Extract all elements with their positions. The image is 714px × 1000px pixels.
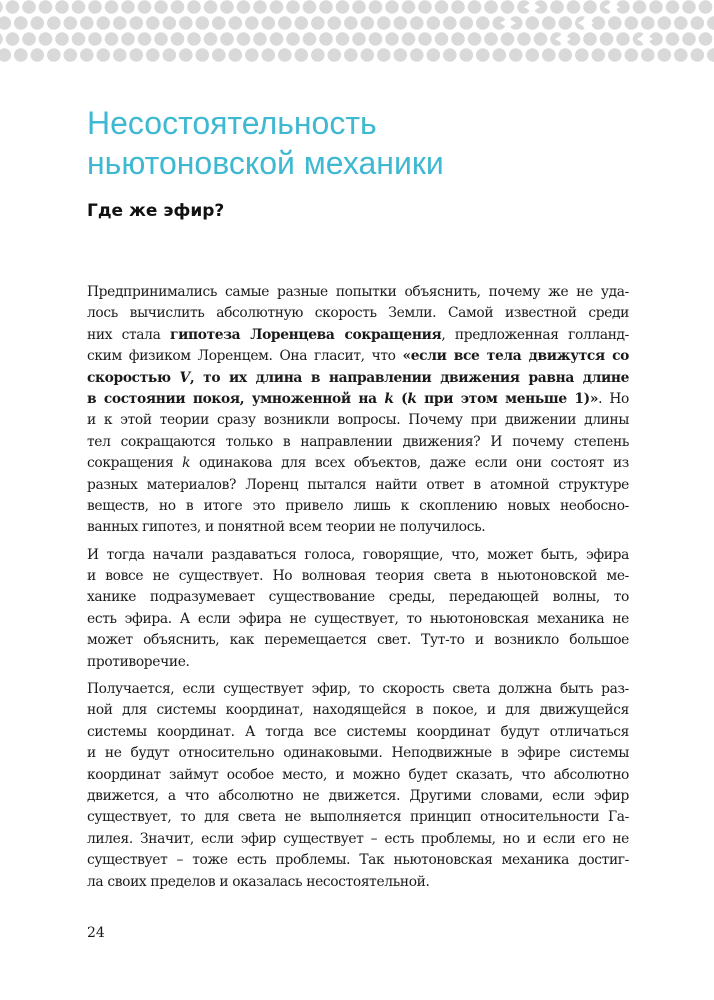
decorative-dot (583, 0, 597, 14)
text-run: ( (393, 390, 408, 407)
decorative-dot (88, 0, 102, 14)
decorative-dot (22, 32, 36, 46)
text-line (87, 587, 629, 608)
decorative-dot (476, 16, 490, 30)
decorative-dot (699, 0, 713, 14)
decorative-dot (674, 16, 688, 30)
decorative-dot (220, 32, 234, 46)
text-run: может объяснить, как перемещается свет. Тут-то и возникло большое (87, 632, 629, 649)
decorative-dot (476, 48, 490, 62)
text-run: И тогда начали раздаваться голоса, говорящие, что, может быть, эфира (87, 546, 629, 563)
text-line (87, 545, 629, 566)
decorative-dot (97, 16, 111, 30)
decorative-dot (575, 48, 589, 62)
decorative-dot (179, 16, 193, 30)
decorative-dot (377, 48, 391, 62)
decorative-dot (526, 16, 540, 30)
text-line (87, 453, 629, 474)
decorative-dot (394, 48, 408, 62)
text-run: сокращения (87, 455, 183, 472)
text-run: ханике подразумевает существование среды, передающей волны, то (87, 589, 629, 606)
decorative-dot (526, 48, 540, 62)
decorative-dot (550, 0, 564, 14)
decorative-dot (64, 48, 78, 62)
decorative-dot (501, 0, 515, 14)
decorative-dot (394, 16, 408, 30)
dot-pattern-graphic (0, 0, 714, 62)
decorative-dot (682, 0, 696, 14)
decorative-dot (608, 48, 622, 62)
decorative-dot (237, 32, 251, 46)
text-run: и не будут относительно одинаковыми. Неподвижные в эфире системы (87, 745, 629, 762)
decorative-dot (47, 16, 61, 30)
decorative-dot (138, 0, 152, 14)
decorative-dot (171, 32, 185, 46)
decorative-dot (319, 0, 333, 14)
decorative-dot (674, 48, 688, 62)
decorative-dot (146, 16, 160, 30)
decorative-dot (641, 16, 655, 30)
text-run: лилея. Значит, если эфир существует – есть проблемы, но и если его не (87, 830, 629, 847)
decorative-dot (196, 16, 210, 30)
decorative-dot (352, 0, 366, 14)
decorative-dot (253, 32, 267, 46)
text-run: k (384, 390, 394, 407)
decorative-dot (47, 48, 61, 62)
decorative-dot (600, 32, 614, 46)
decorative-dot (369, 0, 383, 14)
decorative-dot (501, 32, 515, 46)
decorative-dot (55, 0, 69, 14)
text-run: Предпринимались самые разные попытки объяснить, почему же не уда- (87, 284, 629, 300)
text-run: ванных гипотез, и понятной всем теории не получилось. (87, 519, 486, 536)
decorative-dot (130, 48, 144, 62)
decorative-dot (113, 48, 127, 62)
text-run: k (407, 390, 417, 407)
decorative-dot (187, 0, 201, 14)
decorative-dot (286, 0, 300, 14)
decorative-dot (229, 16, 243, 30)
decorative-dot (237, 0, 251, 14)
decorative-dot (410, 48, 424, 62)
decorative-dot (303, 32, 317, 46)
decorative-dot (616, 32, 630, 46)
body-text (87, 282, 629, 899)
chapter-title (87, 103, 647, 183)
decorative-dot (658, 16, 672, 30)
decorative-dot (633, 0, 647, 14)
text-line (87, 566, 629, 587)
text-line (87, 722, 629, 743)
decorative-dot (509, 48, 523, 62)
decorative-dot (121, 32, 135, 46)
text-line (87, 743, 629, 764)
text-line (87, 303, 629, 324)
text-line (87, 432, 629, 453)
decorative-dot (451, 32, 465, 46)
decorative-dot (418, 0, 432, 14)
text-line (87, 389, 629, 410)
text-line (87, 829, 629, 850)
text-run: движется, а что абсолютно не движется. Другими словами, если эфир (87, 787, 629, 804)
decorative-dot (484, 32, 498, 46)
decorative-dot (0, 32, 3, 46)
decorative-dot (385, 32, 399, 46)
decorative-dot (443, 48, 457, 62)
decorative-dot (220, 0, 234, 14)
decorative-dot (460, 48, 474, 62)
decorative-dot (295, 16, 309, 30)
decorative-dot (328, 48, 342, 62)
decorative-dot (278, 16, 292, 30)
decorative-dot (468, 0, 482, 14)
decorative-dot (187, 32, 201, 46)
text-run: при этом меньше 1)» (416, 390, 599, 407)
text-run: , предложенная голланд- (441, 326, 629, 343)
text-run: «если все тела движутся со (402, 348, 629, 365)
decorative-dot (154, 0, 168, 14)
text-run: ским физиком Лоренцем. Она гласит, что (87, 348, 403, 365)
text-run: , то их длина в направлении движения равна длине (189, 369, 630, 386)
decorative-dot (418, 32, 432, 46)
decorative-dot (699, 32, 713, 46)
decorative-dot (39, 32, 53, 46)
decorative-dot (212, 48, 226, 62)
decorative-dot (534, 32, 548, 46)
decorative-dot (179, 48, 193, 62)
decorative-dot (270, 32, 284, 46)
text-line (87, 475, 629, 496)
decorative-dot (641, 48, 655, 62)
text-run: V (179, 369, 190, 386)
chapter-title-line-2: ньютоновской механики (87, 145, 444, 181)
paragraph (87, 679, 629, 893)
decorative-dot (295, 48, 309, 62)
text-line (87, 346, 629, 367)
text-run: скоростью (87, 369, 180, 386)
decorative-dot (245, 16, 259, 30)
text-run: в состоянии покоя, умноженной на (87, 390, 385, 407)
text-line (87, 850, 629, 871)
decorative-dot (31, 16, 45, 30)
decorative-dot (171, 0, 185, 14)
decorative-dot (163, 48, 177, 62)
decorative-dot (14, 48, 28, 62)
decorative-dot (352, 32, 366, 46)
decorative-dot (468, 32, 482, 46)
decorative-dot (72, 0, 86, 14)
decorative-dot (361, 16, 375, 30)
text-line (87, 630, 629, 651)
text-line (87, 368, 629, 389)
decorative-dot (666, 32, 680, 46)
decorative-dot (583, 32, 597, 46)
header-dot-pattern (0, 0, 714, 62)
decorative-dot (567, 0, 581, 14)
decorative-dot (262, 48, 276, 62)
text-run: и к этой теории сразу возникли вопросы. Почему при движении длины (87, 412, 629, 429)
decorative-dot (559, 48, 573, 62)
decorative-dot (460, 16, 474, 30)
decorative-dot (262, 16, 276, 30)
text-run: ла своих пределов и оказалась несостоятельной. (87, 873, 430, 890)
decorative-dot (319, 32, 333, 46)
decorative-dot (253, 0, 267, 14)
text-run: противоречие. (87, 653, 190, 670)
paragraph (87, 545, 629, 673)
decorative-dot (88, 32, 102, 46)
text-run: одинакова для всех объектов, даже если они состоят из (190, 455, 629, 472)
decorative-dot (80, 48, 94, 62)
decorative-dot (435, 32, 449, 46)
decorative-dot (55, 32, 69, 46)
decorative-dot (443, 16, 457, 30)
decorative-dot (707, 48, 714, 62)
decorative-dot (542, 48, 556, 62)
decorative-dot (559, 16, 573, 30)
text-run: существует – тоже есть проблемы. Так ньютоновская механика достиг- (87, 852, 629, 869)
decorative-dot (229, 48, 243, 62)
text-run: координат займут особое место, и можно будет сказать, что абсолютно (87, 766, 629, 783)
paragraph (87, 282, 629, 539)
decorative-dot (154, 32, 168, 46)
text-run: системы координат. А тогда все системы координат будут отличаться (87, 723, 629, 740)
decorative-dot (542, 16, 556, 30)
text-run: k (182, 455, 191, 472)
decorative-dot (369, 32, 383, 46)
decorative-dot (427, 48, 441, 62)
decorative-dot (484, 0, 498, 14)
decorative-dot (64, 16, 78, 30)
text-run: есть эфира. А если эфира не существует, то ньютоновская механика не (87, 610, 629, 627)
text-run: них стала (87, 326, 171, 343)
decorative-dot (204, 32, 218, 46)
text-line (87, 765, 629, 786)
text-run: разных материалов? Лоренц пытался найти ответ в атомной структуре (87, 476, 629, 493)
text-line (87, 282, 629, 303)
decorative-dot (427, 16, 441, 30)
decorative-dot (146, 48, 160, 62)
text-run: веществ, но в итоге это привело лишь к скоплению новых необосно- (87, 497, 629, 514)
decorative-dot (245, 48, 259, 62)
text-run: . Но (598, 390, 629, 407)
decorative-dot (328, 16, 342, 30)
decorative-dot (204, 0, 218, 14)
decorative-dot (105, 0, 119, 14)
decorative-dot (22, 0, 36, 14)
decorative-dot (625, 16, 639, 30)
decorative-dot (402, 0, 416, 14)
text-line (87, 652, 629, 673)
chapter-title-line-1: Несостоятельность (87, 105, 377, 141)
decorative-dot (72, 32, 86, 46)
text-line (87, 786, 629, 807)
text-line (87, 325, 629, 346)
text-run: тел сокращаются только в направлении движения? И почему степень (87, 433, 629, 450)
decorative-dot (592, 48, 606, 62)
text-line (87, 679, 629, 700)
decorative-dot (311, 48, 325, 62)
decorative-dot (6, 32, 20, 46)
decorative-dot (270, 0, 284, 14)
decorative-dot (682, 32, 696, 46)
section-title: Где же эфир? (87, 201, 225, 221)
decorative-dot (336, 0, 350, 14)
decorative-dot (130, 16, 144, 30)
decorative-dot (113, 16, 127, 30)
text-line (87, 807, 629, 828)
decorative-dot (14, 16, 28, 30)
decorative-dot (691, 16, 705, 30)
text-line (87, 872, 629, 893)
decorative-dot (410, 16, 424, 30)
text-run: и вовсе не существует. Но волновая теория света в ньютоновской ме- (87, 568, 629, 585)
decorative-dot (493, 48, 507, 62)
decorative-dot (336, 32, 350, 46)
decorative-dot (658, 48, 672, 62)
decorative-dot (39, 0, 53, 14)
decorative-dot (344, 16, 358, 30)
decorative-dot (311, 16, 325, 30)
decorative-dot (303, 0, 317, 14)
decorative-dot (105, 32, 119, 46)
decorative-dot (666, 0, 680, 14)
decorative-dot (0, 0, 3, 14)
decorative-dot (196, 48, 210, 62)
decorative-dot (0, 16, 11, 30)
decorative-dot (517, 32, 531, 46)
decorative-dot (80, 16, 94, 30)
text-line (87, 517, 629, 538)
text-run: лось вычислить абсолютную скорость Земли. Самой известной среди (87, 305, 629, 322)
decorative-dot (212, 16, 226, 30)
text-line (87, 700, 629, 721)
decorative-dot (6, 0, 20, 14)
text-line (87, 609, 629, 630)
decorative-dot (163, 16, 177, 30)
page-number: 24 (87, 925, 105, 941)
text-line (87, 496, 629, 517)
decorative-dot (0, 48, 11, 62)
text-run: гипотеза Лоренцева сокращения (170, 326, 442, 343)
decorative-dot (435, 0, 449, 14)
decorative-dot (649, 0, 663, 14)
text-line (87, 410, 629, 431)
decorative-dot (121, 0, 135, 14)
text-run: Получается, если существует эфир, то скорость света должна быть раз- (87, 681, 629, 698)
decorative-dot (286, 32, 300, 46)
decorative-dot (344, 48, 358, 62)
decorative-dot (97, 48, 111, 62)
decorative-dot (691, 48, 705, 62)
text-run: существует, то для света не выполняется принцип относительности Га- (87, 809, 629, 826)
decorative-dot (608, 16, 622, 30)
text-run: ной для системы координат, находящейся в покое, и для движущейся (87, 702, 629, 719)
decorative-dot (31, 48, 45, 62)
decorative-dot (278, 48, 292, 62)
decorative-dot (402, 32, 416, 46)
decorative-dot (707, 16, 714, 30)
decorative-dot (385, 0, 399, 14)
decorative-dot (361, 48, 375, 62)
decorative-dot (377, 16, 391, 30)
decorative-dot (138, 32, 152, 46)
decorative-dot (625, 48, 639, 62)
decorative-dot (451, 0, 465, 14)
